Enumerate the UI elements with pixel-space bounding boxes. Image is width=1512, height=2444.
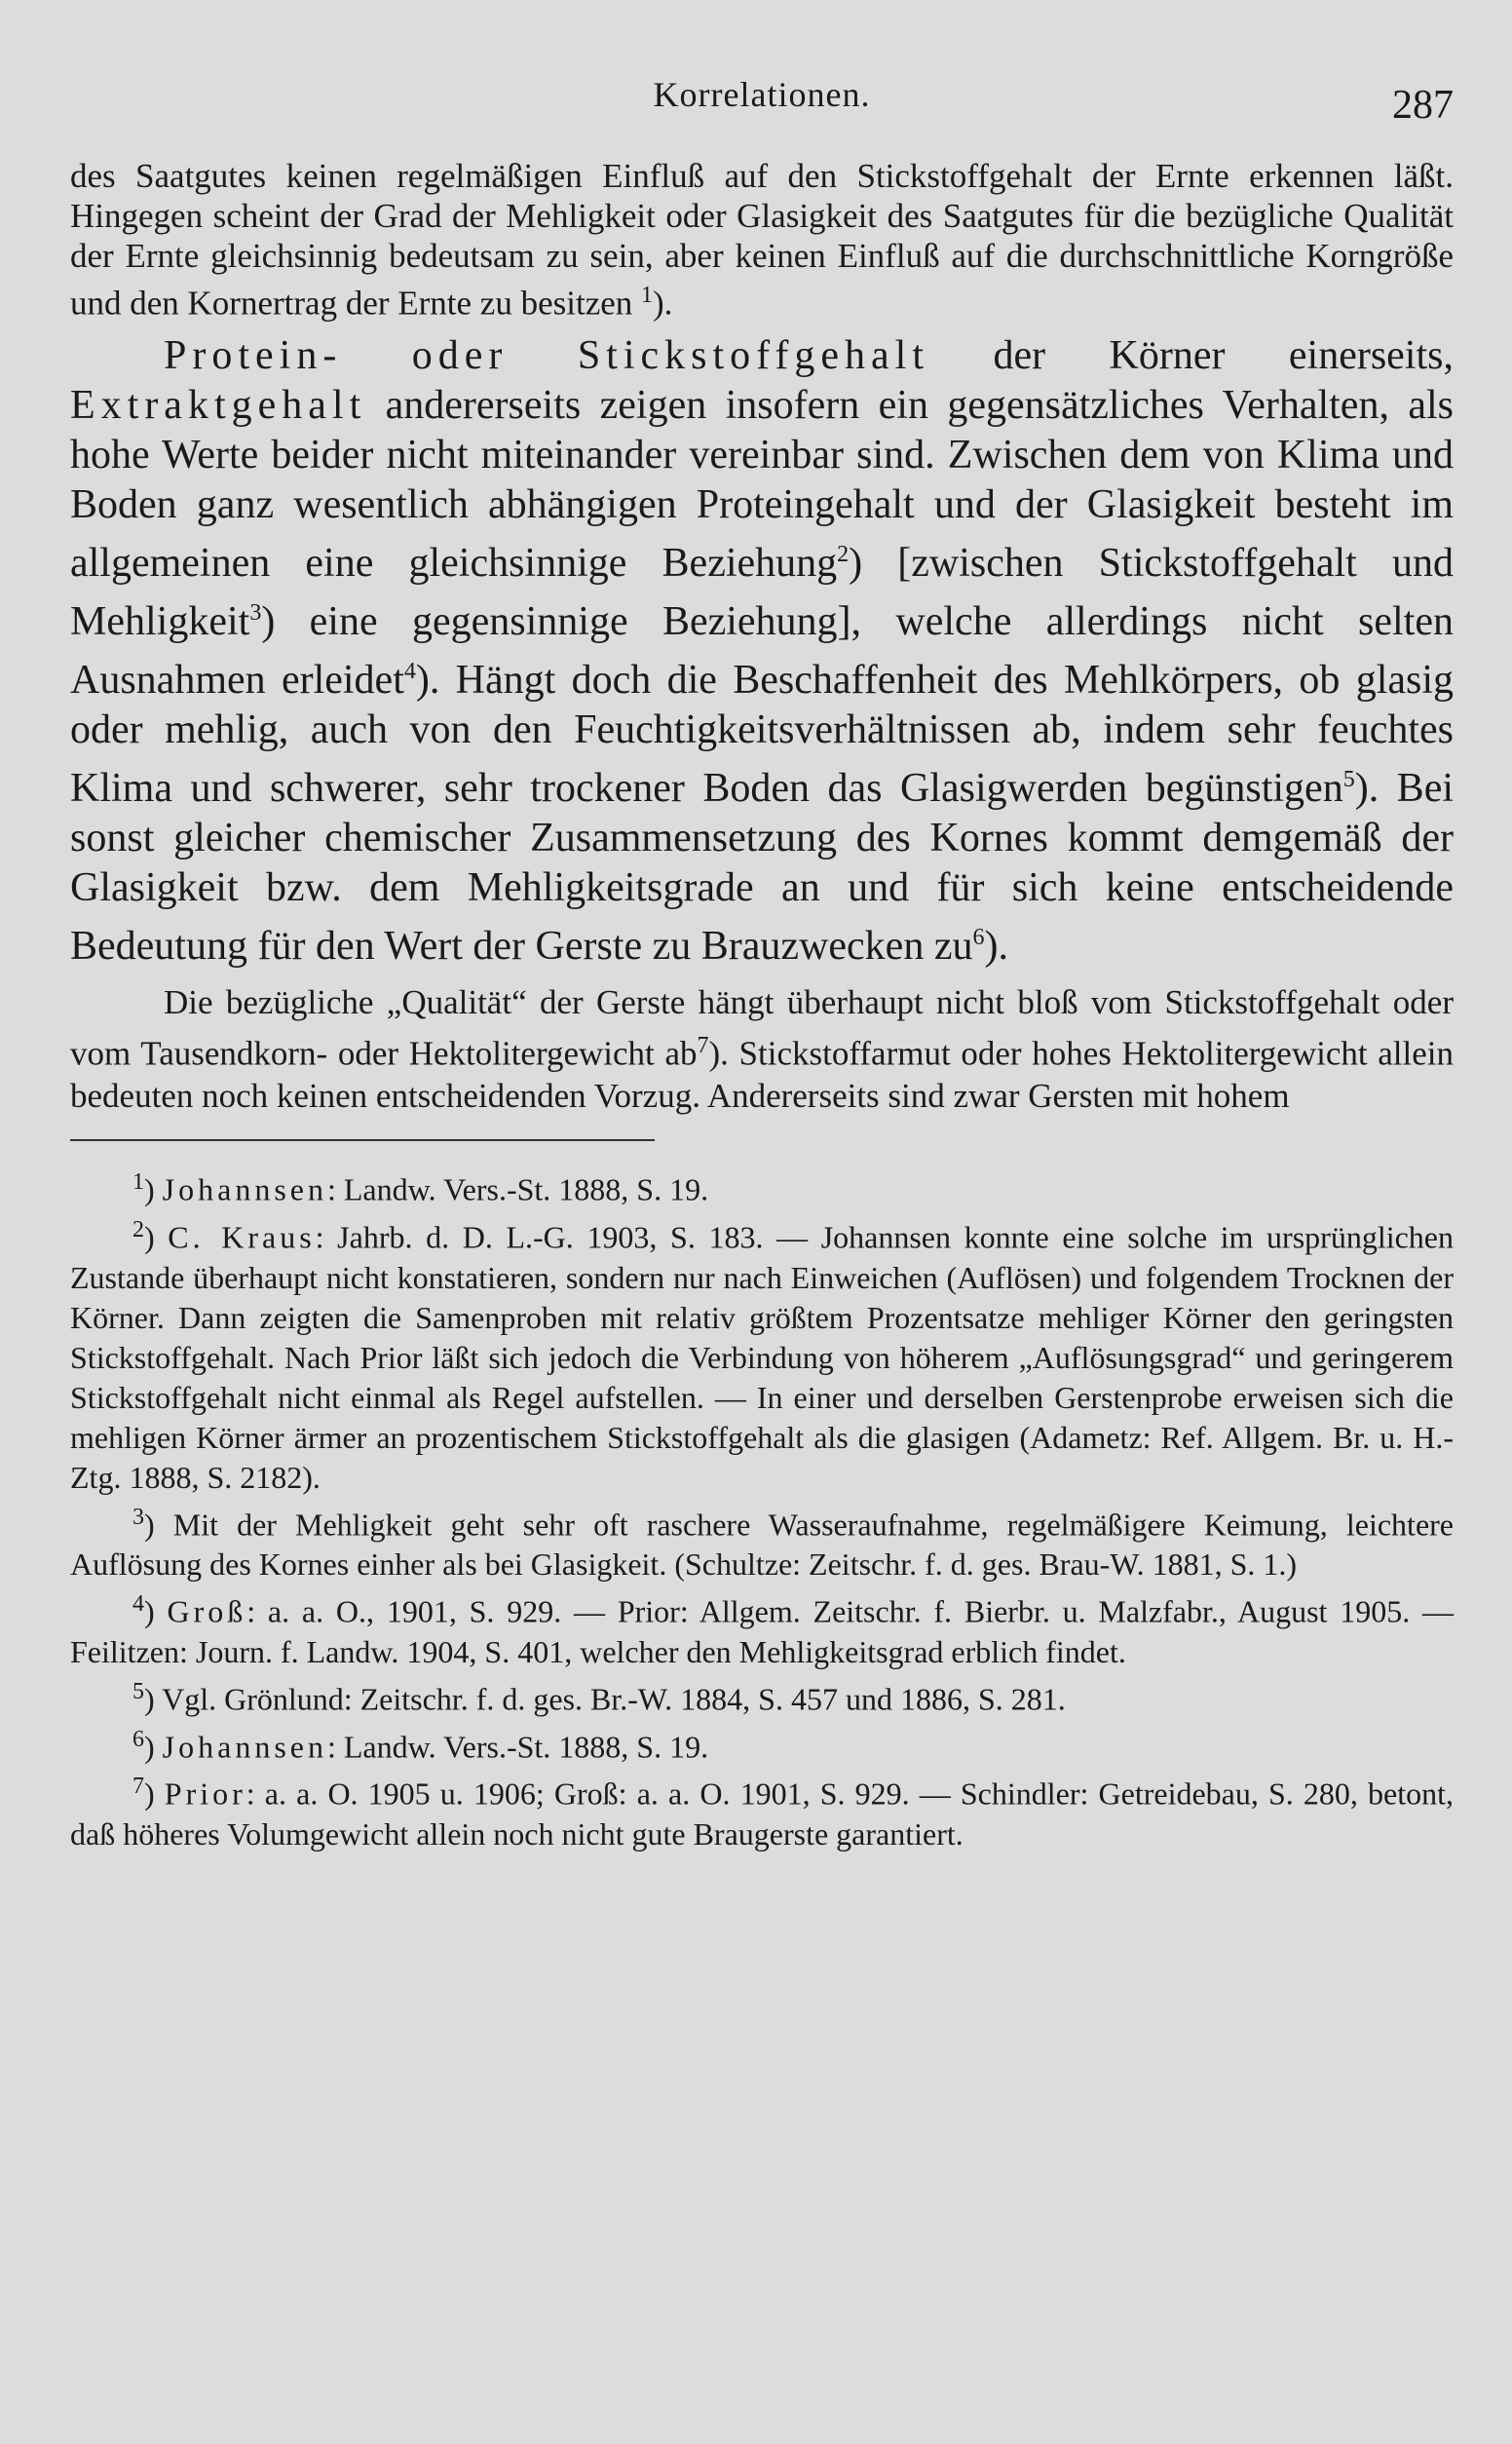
paragraph-continued: des Saatgutes keinen regelmäßigen Einfluß auf den Stickstoffgehalt der Ernte erkennen läßt. Hingegen scheint der Grad der Mehligkeit oder Glasigkeit des Saatgutes für die bezügliche Qualität der Ernte gleichsinnig bedeutsam zu sein, aber keinen Einfluß auf die durchschnittliche Korngröße und den Kornertrag der Ernte zu besitzen $^1$). bbox=[70, 157, 1454, 323]
footnote: $^7$) Prior: a. a. O. 1905 u. 1906; Groß: a. a. O. 1901, S. 929. — Schindler: Getreidebau, S. 280, betont, daß höheres Volumgewicht allein noch nicht gute Braugerste garantiert. bbox=[70, 1774, 1455, 1852]
author-name: C. Kraus bbox=[168, 1219, 316, 1255]
footnote: $^1$) Johannsen: Landw. Vers.-St. 1888, S. 19. bbox=[132, 1169, 709, 1207]
footnotes bbox=[70, 1163, 1454, 1854]
page-number: 287 bbox=[1392, 83, 1454, 128]
running-title: Korrelationen. bbox=[653, 75, 871, 114]
footnote-ref: 7 bbox=[697, 1032, 709, 1058]
footnote-ref: 5 bbox=[1342, 766, 1355, 792]
main-text bbox=[70, 156, 1454, 1854]
footnote: $^4$) Groß: a. a. O., 1901, S. 929. — Prior: Allgem. Zeitschr. f. Bierbr. u. Malzfabr., August 1905. — Feilitzen: Journ. f. Landw. 1904, S. 401, welcher den Mehligkeitsgrad erblich findet. bbox=[70, 1591, 1455, 1669]
footnote-ref: 6 bbox=[972, 924, 985, 950]
footnote: $^3$) Mit der Mehligkeit geht sehr oft raschere Wasseraufnahme, regelmäßigere Keimung, leichtere Auflösung des Kornes einher als bei Glasigkeit. (Schultze: Zeitschr. f. d. ges. Brau-W. 1881, S. 1.) bbox=[70, 1504, 1455, 1583]
footnote-text: Vgl. Grönlund: Zeitschr. f. d. ges. Br.-W. 1884, S. 457 und 1886, S. 281. bbox=[162, 1681, 1066, 1717]
footnote-number: 7 bbox=[132, 1774, 144, 1800]
footnote-text: : a. a. O. 1905 u. 1906; Groß: a. a. O. 1901, S. 929. — Schindler: Getreidebau, S. 280, betont, daß höheres Volumgewicht allein noch nicht gute Braugerste garantiert. bbox=[70, 1776, 1455, 1852]
paragraph-protein: Protein- oder Stickstoffgehalt der Körner einerseits, Extraktgehalt andererseits zeigen insofern ein gegensätzliches Verhalten, als hohe Werte beider nicht miteinander vereinbar sind. Zwischen dem von Klima und Boden ganz wesentlich abhängigen Proteingehalt und der Glasigkeit besteht im allgemeinen eine gleichsinnige Beziehung$^2$) [zwischen Stickstoffgehalt und Mehligkeit$^3$) eine gegensinnige Beziehung], welche allerdings nicht selten Ausnahmen erleidet$^4$). Hängt doch die Beschaffenheit des Mehlkörpers, ob glasig oder mehlig, auch von den Feuchtigkeitsverhältnissen ab, indem sehr feuchtes Klima und schwerer, sehr trockener Boden das Glasigwerden begünstigen$^5$). Bei sonst gleicher chemischer Zusammensetzung des Kornes kommt demgemäß der Glasigkeit bzw. dem Mehligkeitsgrade an und für sich keine entscheidende Bedeutung für den Wert der Gerste zu Brauzwecken $zu^6$). bbox=[70, 332, 1455, 969]
footnote-number: 1 bbox=[132, 1169, 144, 1196]
author-name: Prior bbox=[164, 1776, 246, 1812]
footnote-separator bbox=[70, 1139, 655, 1141]
footnote-text: : Landw. Vers.-St. 1888, S. 19. bbox=[326, 1171, 709, 1207]
footnote-ref: 1 bbox=[641, 283, 654, 308]
footnote-number: 6 bbox=[132, 1726, 144, 1752]
footnote: $^5$) Vgl. Grönlund: Zeitschr. f. d. ges. Br.-W. 1884, S. 457 und 1886, S. 281. bbox=[132, 1678, 1066, 1717]
footnote: $^2$) C. Kraus: Jahrb. d. D. L.-G. 1903, S. 183. — Johannsen konnte eine solche im ursprünglichen Zustande überhaupt nicht konstatieren, sondern nur nach Einweichen (Auflösen) und folgendem Trocknen der Körner. Dann zeigten die Samenproben mit relativ größtem Prozentsatze mehliger Körner den geringsten Stickstoffgehalt. Nach Prior läßt sich jedoch die Verbindung von höherem „Auflösungsgrad“ und geringerem Stickstoffgehalt nicht einmal als Regel aufstellen. — In einer und derselben Gerstenprobe erweisen sich die mehligen Körner ärmer an prozentischem Stickstoffgehalt als die glasigen (Adametz: Ref. Allgem. Br. u. H.-Ztg. 1888, S. 2182). bbox=[70, 1216, 1455, 1495]
paragraph-quality: Die bezügliche „Qualität“ der Gerste hängt überhaupt nicht bloß vom Stickstoffgehalt oder vom Tausendkorn- oder Hektolitergewicht $ab^7$). Stickstoffarmut oder hohes Hektolitergewicht allein bedeuten noch keinen entscheidenden Vorzug. Andererseits sind zwar Gersten mit hohem bbox=[70, 982, 1454, 1116]
footnote-text: Mit der Mehligkeit geht sehr oft raschere Wasseraufnahme, regelmäßigere Keimung, leichtere Auflösung des Kornes einher als bei Glasigkeit. (Schultze: Zeitschr. f. d. ges. Brau-W. 1881, S. 1.) bbox=[70, 1507, 1455, 1583]
footnote-ref: 2 bbox=[837, 541, 850, 567]
footnote-ref: 3 bbox=[249, 599, 262, 626]
footnote-number: 2 bbox=[132, 1216, 144, 1242]
footnote-number: 4 bbox=[132, 1591, 144, 1618]
footnote-text: : Jahrb. d. D. L.-G. 1903, S. 183. — Johannsen konnte eine solche im ursprünglichen Zustande überhaupt nicht konstatieren, sondern nur nach Einweichen (Auflösen) und folgendem Trocknen der Körner. Dann zeigten die Samenproben mit relativ größtem Prozentsatze mehliger Körner den geringsten Stickstoffgehalt. Nach Prior läßt sich jedoch die Verbindung von höherem „Auflösungsgrad“ und geringerem Stickstoffgehalt nicht einmal als Regel aufstellen. — In einer und derselben Gerstenprobe erweisen sich die mehligen Körner ärmer an prozentischem Stickstoffgehalt als die glasigen (Adametz: Ref. Allgem. Br. u. H.-Ztg. 1888, S. 2182). bbox=[70, 1219, 1455, 1495]
footnote-ref: 4 bbox=[403, 658, 416, 684]
footnote-text: : a. a. O., 1901, S. 929. — Prior: Allgem. Zeitschr. f. Bierbr. u. Malzfabr., August 1905. — Feilitzen: Journ. f. Landw. 1904, S. 401, welcher den Mehligkeitsgrad erblich findet. bbox=[70, 1593, 1455, 1669]
spaced-term: Protein- oder Stickstoffgehalt bbox=[164, 332, 929, 378]
author-name: Johannsen bbox=[162, 1171, 327, 1207]
running-header bbox=[70, 68, 1454, 127]
footnote-number: 3 bbox=[132, 1504, 144, 1530]
footnote: $^6$) Johannsen: Landw. Vers.-St. 1888, S. 19. bbox=[132, 1726, 709, 1765]
footnote-text: : Landw. Vers.-St. 1888, S. 19. bbox=[326, 1729, 709, 1765]
spaced-term: Extraktgehalt bbox=[70, 382, 367, 428]
author-name: Johannsen bbox=[162, 1729, 327, 1765]
footnote-number: 5 bbox=[132, 1678, 144, 1704]
author-name: Groß bbox=[167, 1593, 247, 1629]
